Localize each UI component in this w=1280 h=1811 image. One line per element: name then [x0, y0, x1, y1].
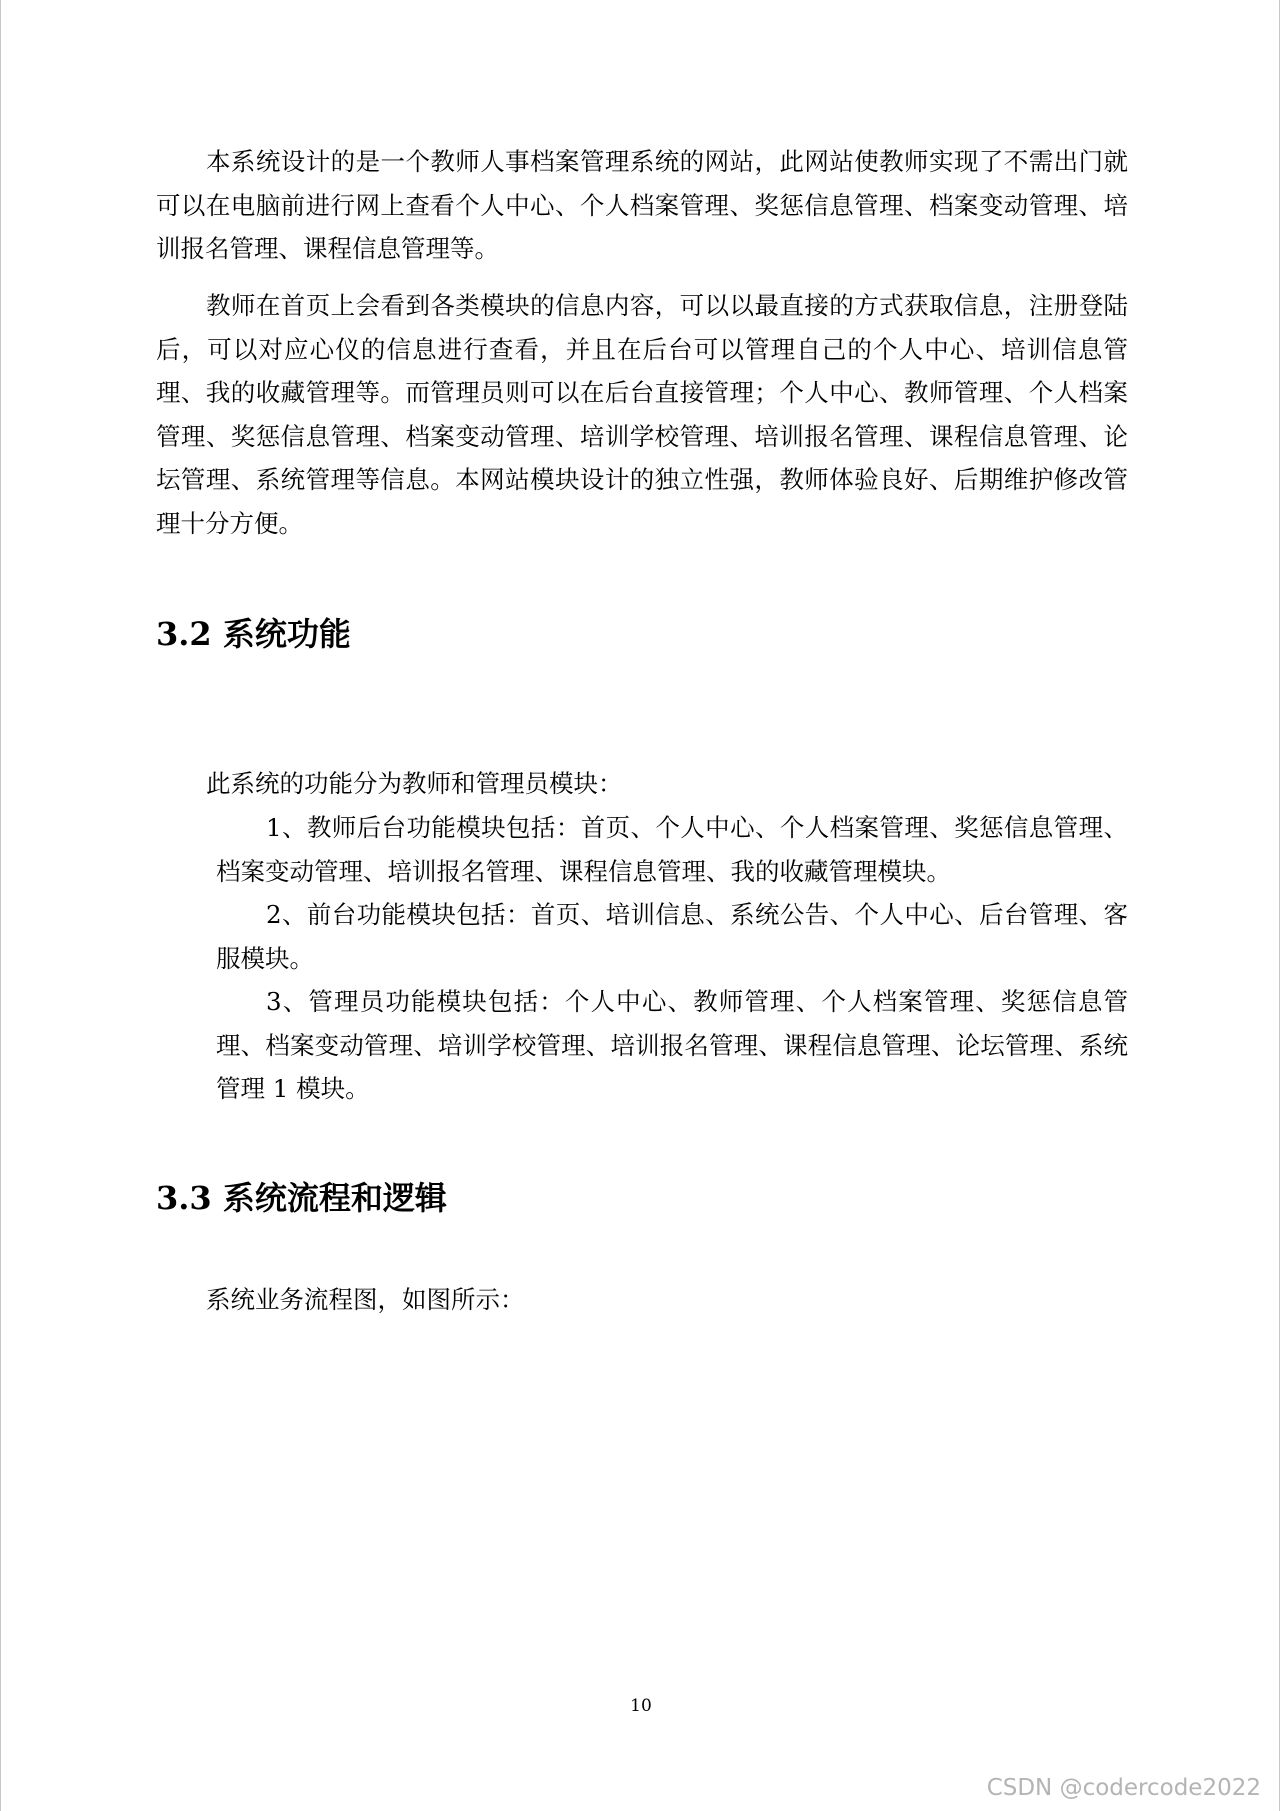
- function-list-item-3: 3、管理员功能模块包括：个人中心、教师管理、个人档案管理、奖惩信息管理、档案变动管理、培训学校管理、培训报名管理、课程信息管理、论坛管理、系统管理 1 模块。: [216, 987, 1128, 1103]
- section-heading-3-3: 3.3 系统流程和逻辑: [156, 1179, 447, 1217]
- section-heading-3-2: 3.2 系统功能: [156, 615, 351, 653]
- section-3-3-intro: 系统业务流程图，如图所示：: [206, 1285, 525, 1314]
- section-3-2-intro: 此系统的功能分为教师和管理员模块：: [206, 769, 623, 798]
- watermark-text: CSDN @codercode2022: [986, 1775, 1261, 1801]
- function-list-item-1: 1、教师后台功能模块包括：首页、个人中心、个人档案管理、奖惩信息管理、档案变动管理、培训报名管理、课程信息管理、我的收藏管理模块。: [216, 813, 1128, 886]
- page-number: 10: [630, 1696, 652, 1716]
- paragraph-intro: 本系统设计的是一个教师人事档案管理系统的网站，此网站使教师实现了不需出门就可以在电脑前进行网上查看个人中心、个人档案管理、奖惩信息管理、档案变动管理、培训报名管理、课程信息管理等。: [156, 147, 1128, 263]
- paragraph-teacher-admin: 教师在首页上会看到各类模块的信息内容，可以以最直接的方式获取信息，注册登陆后，可以对应心仪的信息进行查看，并且在后台可以管理自己的个人中心、培训信息管理、我的收藏管理等。而管理员则可以在后台直接管理；个人中心、教师管理、个人档案管理、奖惩信息管理、档案变动管理、培训学校管理、培训报名管理、课程信息管理、论坛管理、系统管理等信息。本网站模块设计的独立性强，教师体验良好、后期维护修改管理十分方便。: [156, 291, 1128, 538]
- function-list-item-2: 2、前台功能模块包括：首页、培训信息、系统公告、个人中心、后台管理、客服模块。: [216, 900, 1128, 973]
